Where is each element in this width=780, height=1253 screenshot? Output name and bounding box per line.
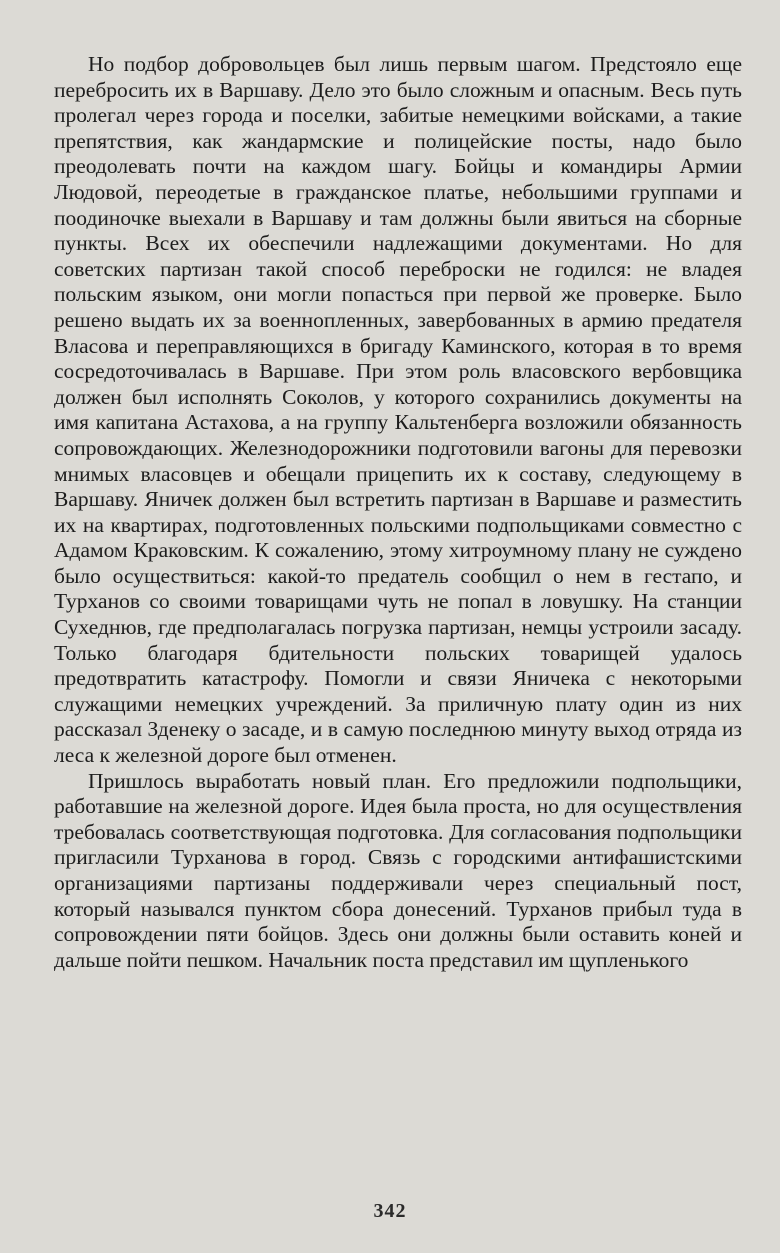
body-text [54, 52, 742, 973]
paragraph: Но подбор добровольцев был лишь первым шагом. Предстояло еще перебросить их в Варшаву. Дело это было сложным и опасным. Весь путь пролегал через города и поселки, забитые немецкими войсками, а такие препятствия, как жандармские и полицейские посты, надо было преодолевать почти на каждом шагу. Бойцы и командиры Армии Людовой, переодетые в гражданское платье, небольшими группами и поодиночке выехали в Варшаву и там должны были явиться на сборные пункты. Всех их обеспечили надлежащими документами. Но для советских партизан такой способ переброски не годился: не владея польским языком, они могли попасться при первой же проверке. Было решено выдать их за военнопленных, завербованных в армию предателя Власова и переправляющихся в бригаду Каминского, которая в то время сосредоточивалась в Варшаве. При этом роль власовского вербовщика должен был исполнять Соколов, у которого сохранились документы на имя капитана Астахова, а на группу Кальтенберга возложили обязанность сопровождающих. Железнодорожники подготовили вагоны для перевозки мнимых власовцев и обещали прицепить их к составу, следующему в Варшаву. Яничек должен был встретить партизан в Варшаве и разместить их на квартирах, подготовленных польскими подпольщиками совместно с Адамом Краковским. К сожалению, этому хитроумному плану не суждено было осуществиться: какой-то предатель сообщил о нем в гестапо, и Турханов со своими товарищами чуть не попал в ловушку. На станции Сухеднюв, где предполагалась погрузка партизан, немцы устроили засаду. Только благодаря бдительности польских товарищей удалось предотвратить катастрофу. Помогли и связи Яничека с некоторыми служащими немецких учреждений. За приличную плату один из них рассказал Зденеку о засаде, и в самую последнюю минуту выход отряда из леса к железной дороге был отменен. [54, 52, 742, 768]
page-number: 342 [373, 1200, 407, 1222]
paragraph: Пришлось выработать новый план. Его предложили подпольщики, работавшие на железной дороге. Идея была проста, но для осуществления требовалась соответствующая подготовка. Для согласования подпольщики пригласили Турханова в город. Связь с городскими антифашистскими организациями партизаны поддерживали через специальный пост, который назывался пунктом сбора донесений. Турханов прибыл туда в сопровождении пяти бойцов. Здесь они должны были оставить коней и дальше пойти пешком. Начальник поста представил им щупленького [54, 768, 742, 972]
